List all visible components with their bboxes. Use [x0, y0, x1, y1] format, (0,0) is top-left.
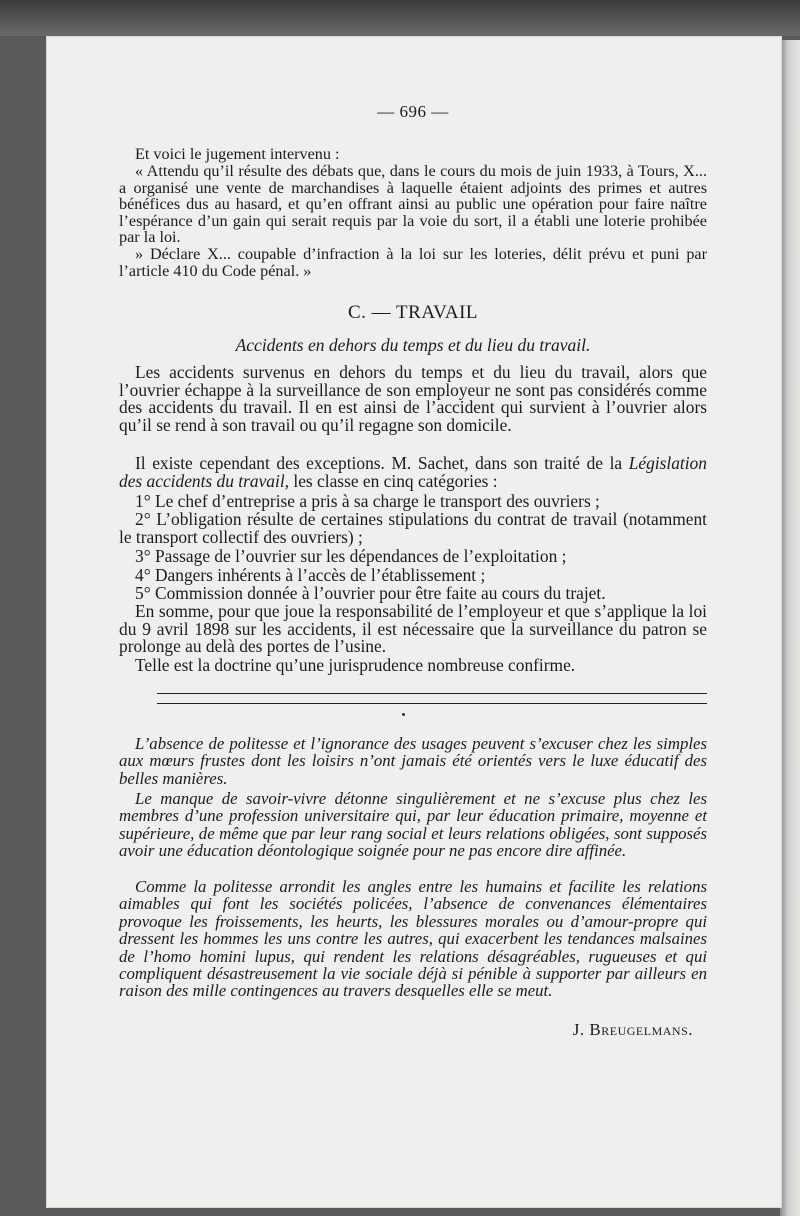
divider-line-bottom — [157, 703, 707, 704]
p2-book-title: Législation des accidents du travail, — [119, 453, 707, 491]
signature-name: Breugelmans. — [589, 1020, 693, 1039]
page-number: — 696 — — [377, 102, 449, 121]
judgment-attendu: « Attendu qu’il résulte des débats que, dans le cours du mois de juin 1933, à Tours, X... a organisé une vente de marchandises à laquelle étaient adjoints des primes et autres bénéfices dus au hasard, et qu’en offrant ainsi au public une opération pour faire naître l’espérance d’un gain qui serait requis par la voie du sort, il a établi une loterie prohibée par la loi. — [119, 162, 707, 246]
list-item: 5° Commission donnée à l’ouvrier pour être faite au cours du trajet. — [135, 583, 606, 603]
quote-paragraph-2: Le manque de savoir-vivre détonne singulièrement et ne s’excuse plus chez les membres d’une profession universitaire qui, par leur éducation primaire, moyenne et supérieure, de même que par leur rang social et leurs relations obligées, sont supposés avoir une éducation déontologique soignée pour ne pas encore dire affinée. — [119, 789, 707, 861]
body-paragraph-4: Telle est la doctrine qu’une jurisprudence nombreuse confirme. — [135, 655, 576, 675]
body-paragraph-2 — [119, 455, 707, 490]
body-paragraph-1: Les accidents survenus en dehors du temps et du lieu du travail, alors que l’ouvrier échappe à la surveillance de son employeur ne sont pas considérés comme des accidents du travail. Il en est ainsi de l’accident qui survient à l’ouvrier alors qu’il se rend à son travail ou qu’il regagne son domicile. — [119, 362, 707, 436]
list-item: 4° Dangers inhérents à l’accès de l’établissement ; — [135, 565, 486, 585]
list-item: 1° Le chef d’entreprise a pris à sa charge le transport des ouvriers ; — [135, 491, 600, 511]
quote-paragraph-1: L’absence de politesse et l’ignorance des usages peuvent s’excuser chez les simples aux mœurs frustes dont les loisirs n’ont jamais été orientés vers le luxe éducatif des belles manières. — [119, 734, 707, 788]
list-item: 2° L’obligation résulte de certaines stipulations du contrat de travail (notamment le transport collectif des ouvriers) ; — [119, 509, 707, 547]
body-paragraph-3: En somme, pour que joue la responsabilité de l’employeur et que s’applique la loi du 9 avril 1898 sur les accidents, il est nécessaire que la surveillance du patron se prolonge au delà des portes de l’usine. — [119, 601, 707, 657]
p2-text-before: Il existe cependant des exceptions. M. Sachet, dans son traité de la — [135, 453, 629, 473]
judgment-declare: » Déclare X... coupable d’infraction à la loi sur les loteries, délit prévu et puni par l’article 410 du Code pénal. » — [119, 245, 707, 280]
divider-line-top — [157, 693, 707, 694]
section-title: C. — TRAVAIL — [347, 302, 479, 323]
judgment-intro: Et voici le jugement intervenu : — [135, 145, 340, 163]
divider-dot — [402, 713, 405, 716]
quote-paragraph-3: Comme la politesse arrondit les angles entre les humains et facilite les relations aimables qui font les sociétés policées, l’absence de convenances élémentaires provoque les froissements, les heurts, les blessures morales ou d’amour-propre qui dressent les hommes les uns contre les autres, qui exacerbent les tendances malsaines de l’homo homini lupus, qui rendent les relations désagréables, rugueuses et qui compliquent désastreusement la vie sociale déjà si pénible à supporter par ailleurs en raison des mille contingences au travers desquelles elle se meut. — [119, 877, 707, 1001]
scan-page-edge — [780, 40, 800, 1216]
show-through-text — [196, 284, 199, 300]
signature-initial: J. — [572, 1020, 590, 1039]
scan-background-top — [0, 0, 800, 36]
p2-text-after: les classe en cinq catégories : — [289, 470, 498, 491]
list-item: 3° Passage de l’ouvrier sur les dépendances de l’exploitation ; — [135, 546, 567, 566]
section-subtitle: Accidents en dehors du temps et du lieu du travail. — [235, 335, 591, 355]
signature — [573, 1020, 693, 1040]
